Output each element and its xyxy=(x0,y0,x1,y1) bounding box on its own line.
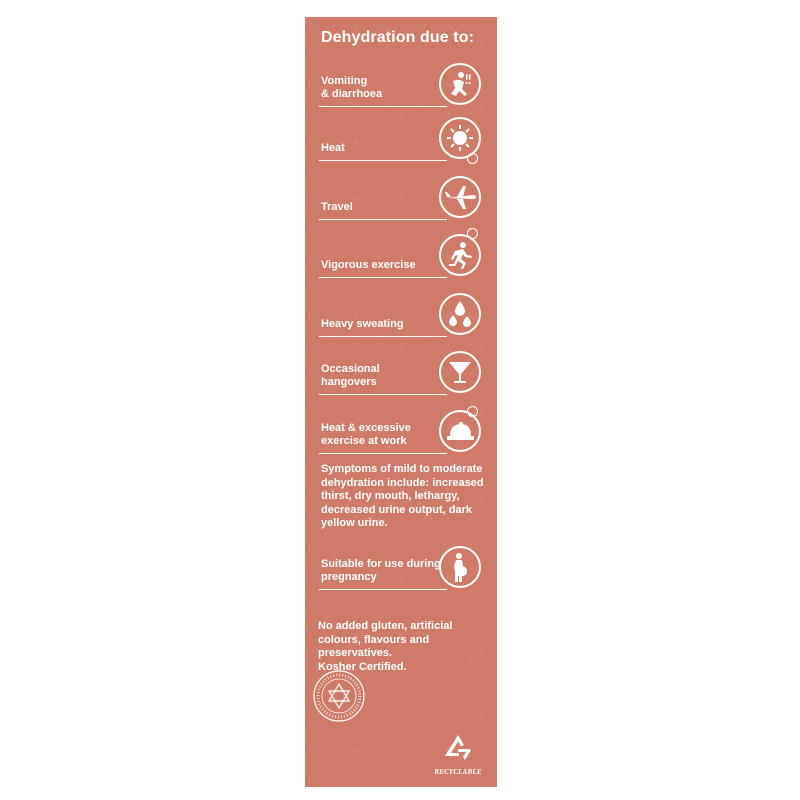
dehydration-cause-travel xyxy=(305,172,497,222)
divider xyxy=(319,106,447,108)
running-person-icon xyxy=(439,234,481,276)
dehydration-cause-work xyxy=(305,406,497,456)
pregnancy-label: Suitable for use during pregnancy xyxy=(321,558,441,583)
cause-label: Heat xyxy=(321,142,345,154)
recyclable-mark xyxy=(433,733,483,785)
divider xyxy=(319,219,447,221)
symptoms-text: Symptoms of mild to moderate dehydration include: increased thirst, dry mouth, lethargy, decreased urine output, dark yellow urine. xyxy=(321,463,484,530)
pregnant-woman-icon xyxy=(439,546,481,588)
recycle-icon xyxy=(443,733,473,763)
cause-label: Heavy sweating xyxy=(321,318,404,330)
recyclable-text: RECYCLABLE xyxy=(434,768,482,776)
kosher-certification-seal xyxy=(312,669,366,723)
dehydration-cause-sweating xyxy=(305,289,497,339)
dehydration-cause-heat xyxy=(305,113,497,163)
dehydration-cause-vomiting xyxy=(305,59,497,109)
pregnancy-suitability xyxy=(305,542,497,592)
cocktail-glass-icon xyxy=(439,351,481,393)
claims-text: No added gluten, artificial colours, flavours and preservatives. Kosher Certified. xyxy=(318,620,453,673)
panel-title: Dehydration due to: xyxy=(321,29,475,46)
droplets-icon xyxy=(439,293,481,335)
decorative-bubble xyxy=(467,153,478,164)
divider xyxy=(319,394,447,396)
divider xyxy=(319,589,447,591)
cause-label: Vomiting & diarrhoea xyxy=(321,75,383,100)
cause-label: Heat & excessive exercise at work xyxy=(321,422,411,447)
cause-label: Vigorous exercise xyxy=(321,259,416,271)
decorative-bubble xyxy=(467,406,478,417)
dehydration-cause-exercise xyxy=(305,230,497,280)
airplane-icon xyxy=(439,176,481,218)
dehydration-cause-hangovers xyxy=(305,347,497,397)
cause-label: Occasional hangovers xyxy=(321,363,380,388)
divider xyxy=(319,453,447,455)
product-panel xyxy=(305,17,497,787)
divider xyxy=(319,277,447,279)
cause-label: Travel xyxy=(321,201,353,213)
divider xyxy=(319,336,447,338)
vomiting-person-icon xyxy=(439,63,481,105)
decorative-bubble xyxy=(467,228,478,239)
divider xyxy=(319,160,447,162)
